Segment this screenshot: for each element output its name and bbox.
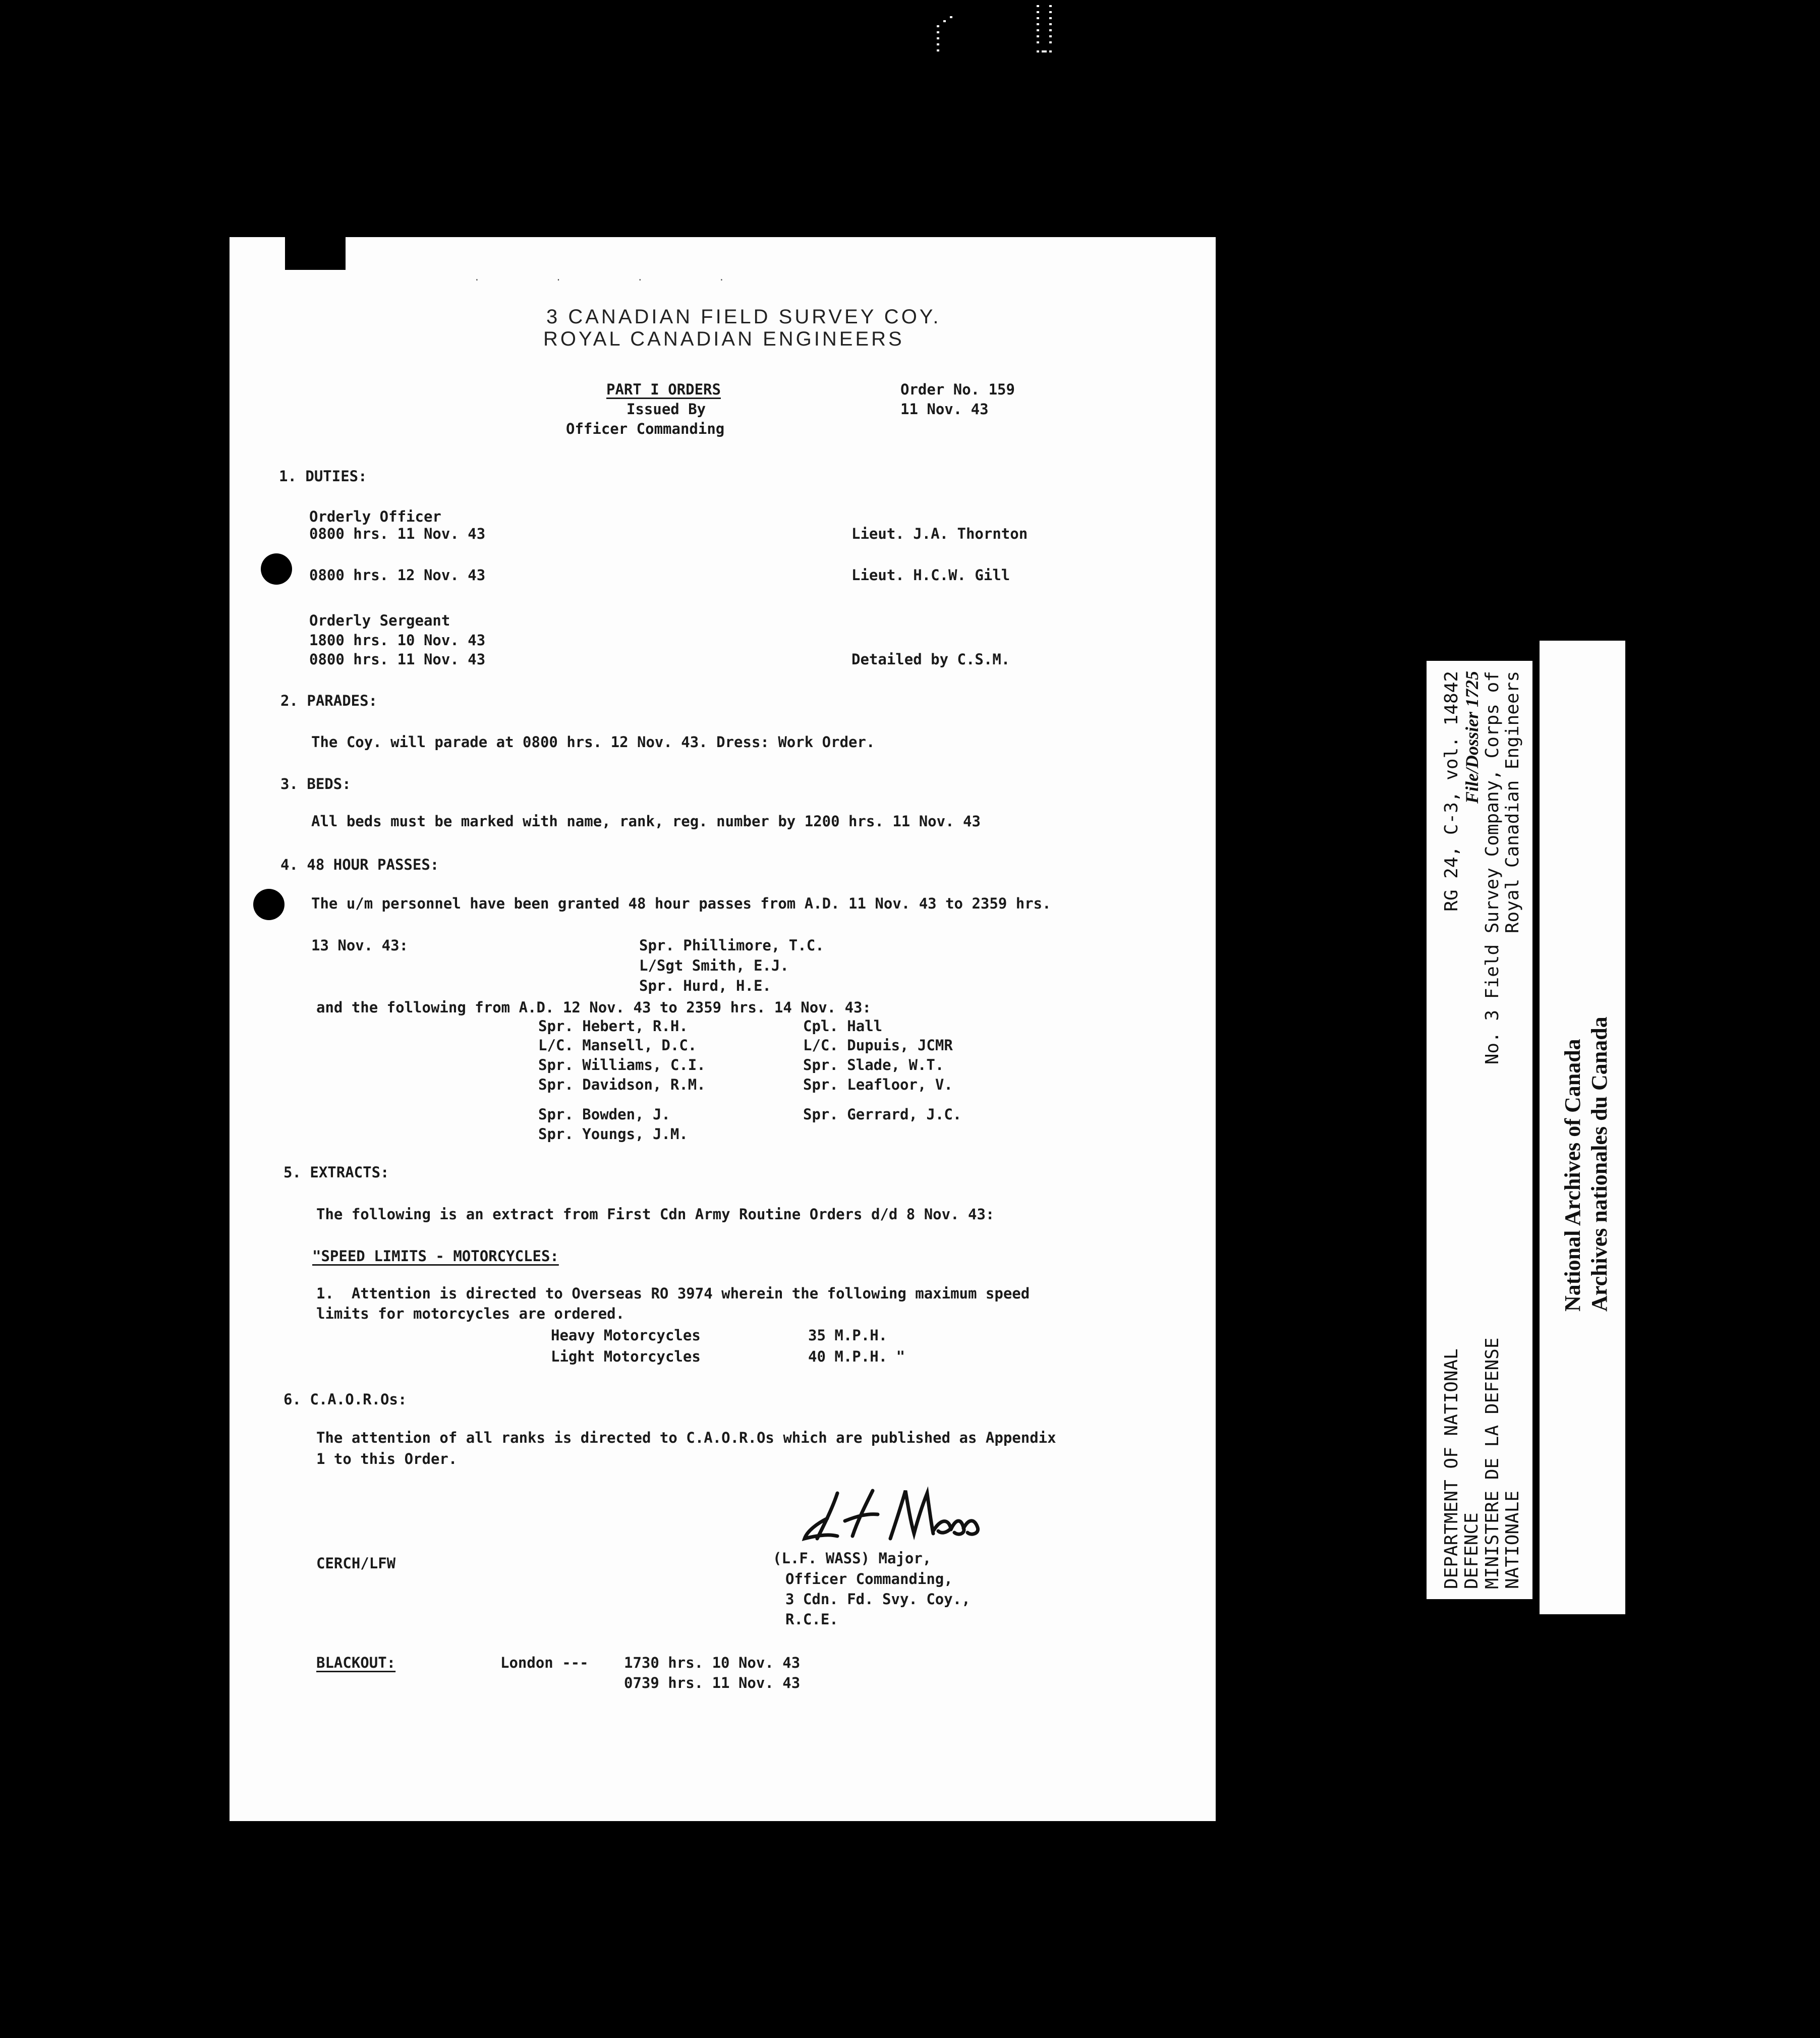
orderly-officer-time-2: 0800 hrs. 12 Nov. 43 [309, 567, 486, 584]
blackout-title: BLACKOUT: [316, 1654, 396, 1671]
heavy-motorcycles-label: Heavy Motorcycles [551, 1327, 701, 1344]
signatory-title: Officer Commanding, [785, 1570, 953, 1588]
light-motorcycles-value: 40 M.P.H. " [808, 1348, 905, 1365]
orderly-officer-label: Orderly Officer [309, 508, 441, 525]
section-beds-title: 3. BEDS: [280, 775, 351, 792]
film-edge-marks [936, 0, 1057, 58]
list-item: Spr. Williams, C.I. [538, 1056, 706, 1073]
archives-name-fr: Archives nationales du Canada [1586, 1016, 1612, 1312]
dept-line: DEFENCE [1461, 1512, 1483, 1589]
section-extracts-title: 5. EXTRACTS: [283, 1164, 389, 1181]
reference-initials: CERCH/LFW [316, 1555, 396, 1572]
orderly-sergeant-detail: Detailed by C.S.M. [851, 651, 1010, 668]
parades-text: The Coy. will parade at 0800 hrs. 12 Nov. 43. Dress: Work Order. [311, 733, 875, 751]
orders-title: PART I ORDERS [606, 381, 721, 398]
caoros-line-2: 1 to this Order. [316, 1450, 458, 1467]
orderly-sergeant-time-2: 0800 hrs. 11 Nov. 43 [309, 651, 486, 668]
signatory-corps: R.C.E. [785, 1611, 838, 1628]
light-motorcycles-label: Light Motorcycles [551, 1348, 701, 1365]
ref-line: No. 3 Field Survey Company, Corps of [1482, 671, 1503, 1065]
list-item: Spr. Bowden, J. [538, 1106, 670, 1123]
list-item: Spr. Phillimore, T.C. [639, 937, 824, 954]
list-item: Spr. Slade, W.T. [803, 1056, 944, 1073]
list-item: Cpl. Hall [803, 1017, 883, 1035]
ref-line: File/Dossier 1725 [1462, 671, 1483, 804]
ref-line: Royal Canadian Engineers [1502, 671, 1523, 934]
ref-line: RG 24, C-3, vol. 14842 [1441, 671, 1462, 912]
punch-hole [253, 889, 285, 920]
list-item: Spr. Youngs, J.M. [538, 1125, 688, 1143]
order-date: 11 Nov. 43 [900, 401, 989, 418]
passes-following: and the following from A.D. 12 Nov. 43 to 2359 hrs. 14 Nov. 43: [316, 999, 871, 1016]
blackout-time-1: 1730 hrs. 10 Nov. 43 [624, 1654, 801, 1671]
signatory-name: (L.F. WASS) Major, [773, 1550, 932, 1567]
order-number: Order No. 159 [900, 381, 1015, 398]
letterhead-line-1: 3 CANADIAN FIELD SURVEY COY. [546, 306, 941, 328]
list-item: Spr. Hebert, R.H. [538, 1017, 688, 1035]
section-passes-title: 4. 48 HOUR PASSES: [280, 856, 439, 873]
extracts-intro: The following is an extract from First Cdn Army Routine Orders d/d 8 Nov. 43: [316, 1206, 995, 1223]
list-item: Spr. Davidson, R.M. [538, 1076, 706, 1093]
orderly-sergeant-time-1: 1800 hrs. 10 Nov. 43 [309, 632, 486, 649]
archive-reference-text [1442, 671, 1523, 1589]
document-page [230, 237, 1216, 1821]
issuer: Officer Commanding [566, 420, 725, 437]
list-item: Spr. Gerrard, J.C. [803, 1106, 962, 1123]
archives-name-en: National Archives of Canada [1560, 1039, 1585, 1312]
list-item: L/C. Dupuis, JCMR [803, 1037, 953, 1054]
page-corner-tab [285, 235, 346, 270]
beds-text: All beds must be marked with name, rank, reg. number by 1200 hrs. 11 Nov. 43 [311, 813, 981, 830]
issued-by: Issued By [627, 401, 706, 418]
orderly-officer-time-1: 0800 hrs. 11 Nov. 43 [309, 525, 486, 542]
dept-line: NATIONALE [1502, 1490, 1523, 1589]
orderly-sergeant-label: Orderly Sergeant [309, 612, 450, 629]
handwritten-signature [797, 1483, 989, 1549]
extract-paragraph-line-1: 1. Attention is directed to Overseas RO 3974 wherein the following maximum speed [316, 1285, 1030, 1302]
list-item: L/C. Mansell, D.C. [538, 1037, 697, 1054]
extract-paragraph-line-2: limits for motorcycles are ordered. [316, 1305, 625, 1322]
caoros-line-1: The attention of all ranks is directed to C.A.O.R.Os which are published as Appendix [316, 1429, 1056, 1446]
blackout-time-2: 0739 hrs. 11 Nov. 43 [624, 1674, 801, 1691]
passes-intro: The u/m personnel have been granted 48 hour passes from A.D. 11 Nov. 43 to 2359 hrs. [311, 895, 1051, 912]
punch-hole [261, 553, 292, 585]
dept-line: DEPARTMENT OF NATIONAL [1441, 1348, 1462, 1589]
section-caoros-title: 6. C.A.O.R.Os: [283, 1391, 407, 1408]
extract-quote-title: "SPEED LIMITS - MOTORCYCLES: [312, 1248, 559, 1265]
list-item: Spr. Leafloor, V. [803, 1076, 953, 1093]
dept-line: MINISTERE DE LA DEFENSE [1482, 1337, 1503, 1589]
letterhead-line-2: ROYAL CANADIAN ENGINEERS [543, 328, 904, 350]
orderly-officer-name-1: Lieut. J.A. Thornton [851, 525, 1028, 542]
blackout-place: London --- [500, 1654, 589, 1671]
orderly-officer-name-2: Lieut. H.C.W. Gill [851, 567, 1010, 584]
section-duties-title: 1. DUTIES: [279, 468, 367, 485]
signatory-unit: 3 Cdn. Fd. Svy. Coy., [785, 1591, 971, 1608]
archive-institution-text [1560, 958, 1613, 1312]
heavy-motorcycles-value: 35 M.P.H. [808, 1327, 888, 1344]
list-item: L/Sgt Smith, E.J. [639, 957, 789, 974]
list-item: Spr. Hurd, H.E. [639, 977, 771, 994]
passes-until: 13 Nov. 43: [311, 937, 409, 954]
section-parades-title: 2. PARADES: [280, 692, 378, 709]
page-specks: · · · · [474, 275, 760, 286]
